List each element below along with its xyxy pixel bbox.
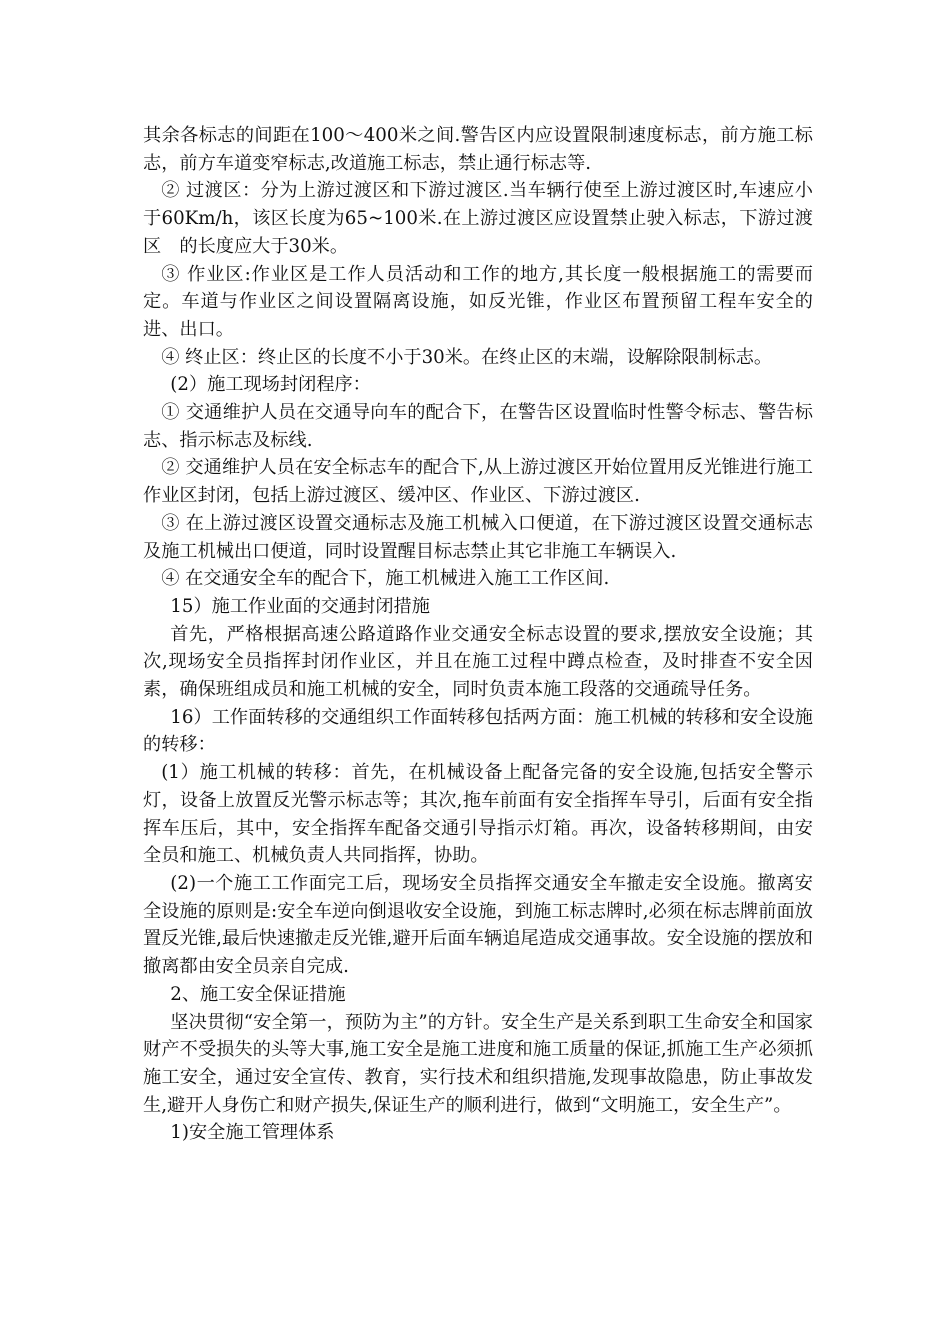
heading-closure-procedure: (2）施工现场封闭程序： bbox=[170, 374, 371, 396]
paragraph-procedure-step-4: ④ 在交通安全车的配合下，施工机械进入施工工作区间. bbox=[161, 568, 610, 590]
paragraph-termination-zone: ④ 终止区：终止区的长度不小于30米。在终止区的末端，设解除限制标志。 bbox=[161, 346, 773, 368]
paragraph-section-15-body: 首先，严格根据高速公路道路作业交通安全标志设置的要求,摆放安全设施；其次,现场安全员指挥封闭作业区，并且在施工过程中蹲点检查，及时排查不安全因素，确保班组成员和施工机械的安全，同时负责本施工段落的交通疏导任务。 bbox=[143, 623, 813, 701]
paragraph-machinery-transfer: (1）施工机械的转移：首先，在机械设备上配备完备的安全设施,包括安全警示灯，设备上放置反光警示标志等；其次,拖车前面有安全指挥车导引，后面有安全指挥车压后，其中，安全指挥车配备交通引导指示灯箱。再次，设备转移期间，由安全员和施工、机械负责人共同指挥，协助。 bbox=[143, 762, 813, 867]
heading-safety-measures: 2、施工安全保证措施 bbox=[170, 983, 346, 1005]
heading-safety-management-system: 1)安全施工管理体系 bbox=[170, 1122, 335, 1144]
paragraph-work-zone: ③ 作业区:作业区是工作人员活动和工作的地方,其长度一般根据施工的需要而定。车道与作业区之间设置隔离设施，如反光锥，作业区布置预留工程车安全的进、出口。 bbox=[143, 263, 813, 340]
paragraph-procedure-step-1: ① 交通维护人员在交通导向车的配合下，在警告区设置临时性警令标志、警告标志、指示标志及标线. bbox=[143, 402, 813, 451]
paragraph-procedure-step-3: ③ 在上游过渡区设置交通标志及施工机械入口便道，在下游过渡区设置交通标志及施工机械出口便道，同时设置醒目标志禁止其它非施工车辆误入. bbox=[143, 512, 813, 562]
paragraph-section-16: 16）工作面转移的交通组织工作面转移包括两方面：施工机械的转移和安全设施的转移： bbox=[143, 706, 813, 756]
document-page bbox=[143, 122, 813, 1147]
paragraph-warning-zone-spacing: 其余各标志的间距在100～400米之间.警告区内应设置限制速度标志，前方施工标志，前方车道变窄标志,改道施工标志，禁止通行标志等. bbox=[143, 125, 813, 174]
paragraph-safety-policy: 坚决贯彻“安全第一，预防为主”的方针。安全生产是关系到职工生命安全和国家财产不受损失的头等大事,施工安全是施工进度和施工质量的保证,抓施工生产必须抓施工安全，通过安全宣传、教育，实行技术和组织措施,发现事故隐患，防止事故发生,避开人身伤亡和财产损失,保证生产的顺利进行，做到“文明施工，安全生产”。 bbox=[143, 1011, 813, 1116]
paragraph-procedure-step-2: ② 交通维护人员在安全标志车的配合下,从上游过渡区开始位置用反光锥进行施工作业区封闭，包括上游过渡区、缓冲区、作业区、下游过渡区. bbox=[143, 457, 813, 507]
heading-section-15: 15）施工作业面的交通封闭措施 bbox=[170, 595, 430, 617]
paragraph-facility-removal: (2)一个施工工作面完工后，现场安全员指挥交通安全车撤走安全设施。撤离安全设施的原则是:安全车逆向倒退收安全设施，到施工标志牌时,必须在标志牌前面放置反光锥,最后快速撤走反光锥,避开后面车辆追尾造成交通事故。安全设施的摆放和撤离都由安全员亲自完成. bbox=[143, 872, 813, 978]
paragraph-transition-zone: ② 过渡区：分为上游过渡区和下游过渡区.当车辆行使至上游过渡区时,车速应小于60Km/h，该区长度为65~100米.在上游过渡区应设置禁止驶入标志，下游过渡区 的长度应大于30米。 bbox=[143, 180, 813, 257]
